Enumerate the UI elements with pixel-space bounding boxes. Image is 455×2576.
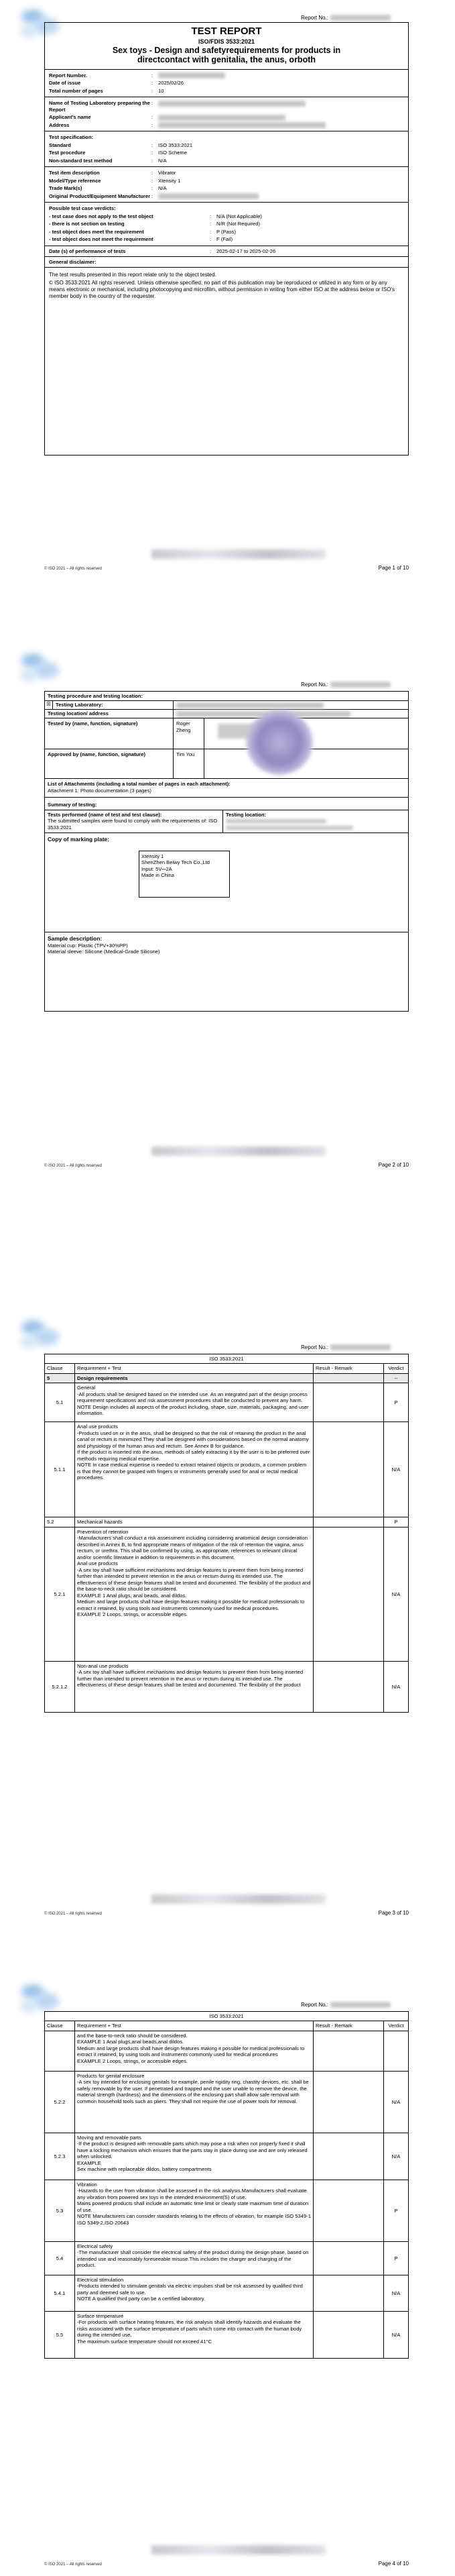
footer-page-number: Page 2 of 10 xyxy=(378,1162,409,1168)
page-3 xyxy=(0,1288,455,1932)
verdicts-block xyxy=(45,202,408,245)
standard-title: ISO/FDIS 3533:2021 xyxy=(198,38,255,45)
page-4 xyxy=(0,1932,455,2576)
report-subtitle: Sex toys - Design and safetyrequirements for products in directcontact with genitalia, the anus, orboth xyxy=(112,46,341,65)
testing-location-row: Testing location/ address xyxy=(45,709,408,718)
table-row: and the base-to-neck ratio should be considered. EXAMPLE 1 Anal plugs,anal beads,anal dildos. Medium and large products shall have design features making it possible for medical professionals to extract it retained, by using tools and instruments commonly used for medical procedures EXAMPLE 2 Loops, strings, or accessible edges. xyxy=(45,2031,409,2071)
checkbox-icon: ☒ xyxy=(45,701,53,709)
test-spec-heading: Test specification: xyxy=(49,134,94,141)
field-report-number: Report Number. : xyxy=(45,72,408,80)
field-lab-name: Name of Testing Laboratory preparing the Report : xyxy=(45,99,408,113)
table-row: 5 Design requirements -- xyxy=(45,1373,409,1383)
watermark-logo xyxy=(17,648,64,688)
table-row: 5.2.1 Prevention of retention -Manufacturers shall conduct a risk assessment including considering anatomical design consideration described in Annex B, to find appropriate means of mitigation of the risk of retention the vagina, anus rectum, or urethra. This shall be confirmed by using, as appropriate, references to relevant clinical and/or scientific literature in addition to requirements in this document. Anal use products -A sex toy shall have sufficient mechanisms and design features to prevent them from being inserted further than intended to prevent retention in the anus or rectum during its intended use. The effectiveness of these design features shall be tested and documented. The flexibility of the product and the base-to-neck ratio should be considered. EXAMPLE 1 Anal plugs, anal beads, anal dildos. Medium and large products shall have design features making it possible for medical professionals to extract it retained, by using tools and instruments commonly used for medical procedures. EXAMPLE 2 Loops, strings, or accessible edges. N/A xyxy=(45,1527,409,1661)
table-std-header: ISO 3533:2021 xyxy=(45,2012,409,2021)
footer-page-number: Page 4 of 10 xyxy=(378,2561,409,2567)
table-header-row: Clause Requirement + Test Result - Remark Verdict xyxy=(45,2021,409,2031)
footer-page-number: Page 1 of 10 xyxy=(378,565,409,571)
footer-copyright: © ISO 2021 – All rights reserved xyxy=(44,1164,102,1168)
report-number-header: Report No.: xyxy=(301,1344,391,1351)
approved-by-row: Approved by (name, function, signature) Tim You xyxy=(45,749,408,778)
footer-copyright: © ISO 2021 – All rights reserved xyxy=(44,2563,102,2567)
disclaimer-text: The test results presented in this report relate only to the object tested. xyxy=(49,272,216,278)
marking-plate-block: Copy of marking plate: Xtensity 1 ShenZhen Beiwy Tech Co.,Ltd Input: 5V⎓2A Made in China xyxy=(45,833,408,932)
footer-copyright: © ISO 2021 – All rights reserved xyxy=(44,1912,102,1916)
page-3-footer xyxy=(44,1912,409,1917)
sample-description-block: Sample description: Material cup: Plastic (TPV+30%PP) Material sleeve: Silicone (Medical-Grade Silicone) xyxy=(45,932,408,958)
disclaimer-block xyxy=(45,256,408,267)
attachments-row: List of Attachments (including a total number of pages in each attachment): Attachment 1: Photo documentation (3 pages) xyxy=(45,778,408,797)
watermark-logo xyxy=(17,1315,64,1355)
field-test-procedure: Test procedure : ISO Scheme xyxy=(49,150,188,156)
test-item-block xyxy=(45,166,408,202)
report-number-header: Report No.: xyxy=(301,2002,391,2008)
page-1 xyxy=(0,0,455,644)
testing-lab-row: ☒ Testing Laboratory: xyxy=(45,700,408,709)
disclaimer-heading: General disclaimer: xyxy=(49,258,96,265)
field-applicant: Applicant's name : xyxy=(45,113,408,121)
verdict-fail: - test object does not meet the requirement : F (Fail) xyxy=(49,236,233,243)
field-total-pages: Total number of pages : 10 xyxy=(49,87,164,94)
report-number-header: Report No.: xyxy=(301,682,391,688)
table-row: 5.2.1.2 Non-anal use products -A sex toy shall have sufficient mechanisms and design features to prevent them from being inserted further than intended to prevent retention in the anus or rectum during its intended use. The effectiveness of these design features shall be tested and documented. The flexibility of the product N/A xyxy=(45,1661,409,1712)
summary-heading: Summary of testing: xyxy=(45,797,408,809)
verdicts-heading: Possible test case verdicts: xyxy=(49,205,116,212)
table-row: 5.4.1 Electrical stimulation -Products intended to stimulate genitals via electric impulses shall be risk assessed by qualified third party and deemed safe to use. NOTE A qualified third party can be a certified laboratory. N/A xyxy=(45,2275,409,2311)
verdict-pass: - test object does meet the requirement : P (Pass) xyxy=(49,228,236,235)
page-4-footer xyxy=(44,2563,409,2568)
cover-frame xyxy=(44,22,409,455)
footer-stamp-redacted xyxy=(151,1146,326,1156)
table-header-row: Clause Requirement + Test Result - Remark Verdict xyxy=(45,1364,409,1373)
lab-info-block xyxy=(45,97,408,131)
field-date-of-issue: Date of issue : 2025/02/26 xyxy=(49,80,184,87)
procedure-frame xyxy=(44,691,409,1012)
field-standard: Standard : ISO 3533:2021 xyxy=(49,142,193,148)
tested-by-name: Roger Zheng xyxy=(174,718,204,749)
report-number-header: Report No.: xyxy=(301,15,391,21)
tested-by-row: Tested by (name, function, signature) Roger Zheng xyxy=(45,718,408,749)
marking-plate: Xtensity 1 ShenZhen Beiwy Tech Co.,Ltd Input: 5V⎓2A Made in China xyxy=(139,851,230,898)
page-1-footer xyxy=(44,567,409,572)
footer-stamp-redacted xyxy=(151,2545,326,2555)
verdict-nr: - there is not section on testing : N/R (Not Required) xyxy=(49,221,260,227)
table-row: 5.1.1 Anal use products -Products used on or in the anus, shall be designed so that the risk of retaining the product in the anal canal or rectum is minimized.They shall be designed with considerations based on the normal anatomy and physiology of the human anus and rectum. See Annex B for guidance. If the product is inserted into the anus, methods of safely extracting it by the user is to be preferred over methods requiring medical expertise. NOTE In case medical expertise is needed to extract retained objects or products, a common problem is that they cannot be grasped with fingers or instruments generally used for anal or rectal medical procedures. N/A xyxy=(45,1422,409,1517)
disclaimer-text-block xyxy=(45,267,408,303)
field-address: Address : xyxy=(45,121,408,129)
clause-table-p3 xyxy=(44,1354,409,1713)
field-model: Model/Type reference : Xtensity 1 xyxy=(49,177,181,184)
verdict-na: - test case does not apply to the test object : N/A (Not Applicable) xyxy=(49,213,262,219)
lab-seal-stamp xyxy=(246,710,313,775)
test-spec-block xyxy=(45,131,408,166)
table-std-header: ISO 3533:2021 xyxy=(45,1354,409,1364)
report-info-block xyxy=(45,69,408,97)
tests-performed-row: Tests performed (name of test and test clause): The submitted samples were found to comply with the requirements of: ISO 3533:2021 Testing location: xyxy=(45,810,408,833)
footer-copyright: © ISO 2021 – All rights reserved xyxy=(44,567,102,571)
field-manufacturer: Original Product/Equipment Manufacturer : xyxy=(45,193,408,201)
copyright-text: © ISO 3533:2021 All rights reserved. Unless otherwise specified, no part of this publication may be reproduced or utilized in any form or by any means electronic or mechanical, including photocopying and microfilm, without permission in writing from either ISO at the address below or ISO's member body in the country of the requester. xyxy=(49,280,395,300)
page-2 xyxy=(0,644,455,1288)
table-row: 5.5 Surface temperature -For products with surface heating features, the risk analysis shall identify hazards and evaluate the risks associated with the surface temperature of parts which come into contact with the human body during the intended use. The maximum surface temperature should not exceed 41°C N/A xyxy=(45,2311,409,2358)
approved-by-name: Tim You xyxy=(174,749,204,778)
table-row: 5.4 Electrical safety -The manufacturer shall consider the electrical safety of the product during the design phase, based on intended use and reasonably foreseeable misuse.This includes the charger and charging of the product. P xyxy=(45,2241,409,2275)
footer-page-number: Page 3 of 10 xyxy=(378,1910,409,1916)
table-row: 5.2 Mechanical hazards P xyxy=(45,1517,409,1527)
date-performance-block: Date (s) of performance of tests : 2025-02-17 to 2025-02-26 xyxy=(45,246,408,256)
field-non-standard: Non-standard test method : N/A xyxy=(49,157,167,164)
page-2-footer xyxy=(44,1164,409,1169)
procedure-heading: Testing procedure and testing location: xyxy=(48,693,143,699)
table-row: 5.1 General -All products shall be designed based on the intended use. As an integrated part of the design process requirement specifications and risk assessment procedures shall be conducted to prevent any harm. NOTE Design includes all aspects of the product including, shape, size, materials, packaging, and user information. P xyxy=(45,1383,409,1422)
clause-table-p4 xyxy=(44,2011,409,2359)
table-row: 5.3 Vibration -Hazards to the user from vibration shall be assessed in the risk analysis.Manufacturers shall evaluate any vibration from powered sex toys in the intended environment(S) of use. Mains powered products shall include an automatic time limit or clearly state maximum time of duration of use. NOTE Manufacturers can consider standards relating to the effects of vibration, for example ISO 5349-1 ISO 5349-2,ISO 20643 P xyxy=(45,2180,409,2241)
footer-stamp-redacted xyxy=(151,549,326,559)
footer-stamp-redacted xyxy=(151,1894,326,1904)
table-row: 5.2.3 Moving and removable parts -If the product is designed with removable parts which may pose a risk when not properly fixed it shall have a locking mechanism which ensures that the parts stay in place during use and are only released when unlocked. EXAMPLE Sex machine with replaceable dildos, battery compartments N/A xyxy=(45,2133,409,2180)
field-item-description: Test item description : Vibrator xyxy=(49,170,176,176)
field-trade-mark: Trade Mark(s) : N/A xyxy=(49,185,167,192)
table-row: 5.2.2 Products for genital enclosure -A sex toy intended for enclosing genitals for example, penile rigidity ring, chastity devices, etc. shall be safely removable by the user. If penetrated and trapped and the user unable to remove the device, the material strength (hardness) and the dimensions of the enclosing part shall allow safe removal with common household tools such as pliers. They shall not require the use of power tools for removal. N/A xyxy=(45,2071,409,2133)
report-title: TEST REPORT xyxy=(191,25,262,37)
